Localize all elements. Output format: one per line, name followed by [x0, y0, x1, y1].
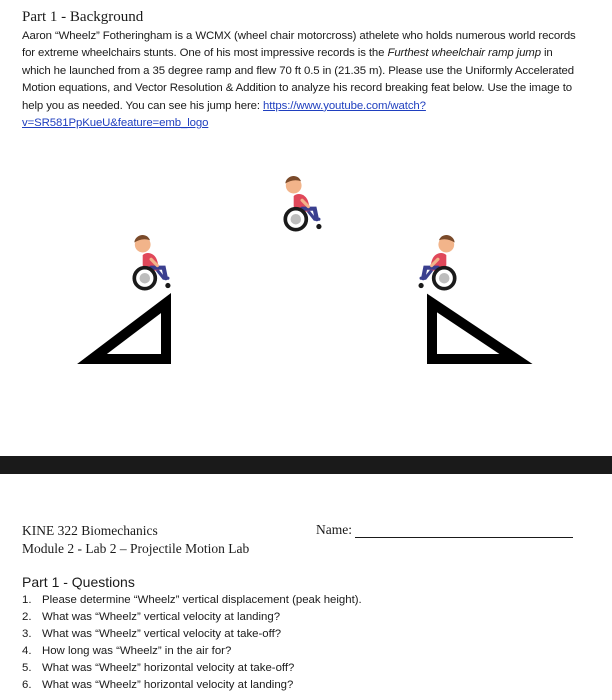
list-item [22, 592, 362, 609]
name-label: Name: [316, 522, 352, 537]
list-item [22, 643, 362, 660]
intro-text-continued: in which he launched from a 35 degree ramp and flew 70 ft 0.5 in (21.35 m). Please use the Uniformly Accelerated Motion equations, and Vector Resolution & Addition to analyze his record breaking feat below. Use the image to help you as needed. You can see his jump here: [22, 47, 574, 112]
wheelchair-rider-icon [134, 235, 170, 289]
list-item [22, 677, 362, 694]
wheelchair-rider-icon [418, 235, 454, 289]
name-field [316, 522, 573, 538]
intro-italic-text: Furthest wheelchair ramp jump [387, 47, 541, 60]
course-title: KINE 322 Biomechanics [22, 523, 158, 538]
questions-heading: Part 1 - Questions [22, 574, 135, 590]
question-number: 4. [22, 645, 32, 657]
question-text: Please determine “Wheelz” vertical displacement (peak height). [42, 594, 362, 606]
questions-list [22, 592, 362, 694]
question-number: 2. [22, 611, 32, 623]
question-text: What was “Wheelz” horizontal velocity at take-off? [42, 662, 295, 674]
jump-figure [0, 175, 612, 390]
question-number: 5. [22, 662, 32, 674]
name-blank-line [355, 522, 573, 538]
youtube-link[interactable]: https://www.youtube.com/watch?v=SR581PpKueU&feature=emb_logo [22, 99, 426, 130]
ramp-icon [432, 303, 516, 359]
ramp-icon [92, 303, 166, 359]
course-info [22, 522, 249, 558]
question-number: 3. [22, 628, 32, 640]
wheelchair-rider-icon [285, 176, 321, 230]
background-paragraph [22, 28, 582, 132]
section-divider [0, 456, 612, 474]
question-text: What was “Wheelz” vertical velocity at take-off? [42, 628, 282, 640]
question-number: 6. [22, 679, 32, 691]
module-title: Module 2 - Lab 2 – Projectile Motion Lab [22, 541, 250, 556]
question-number: 1. [22, 594, 32, 606]
question-text: How long was “Wheelz” in the air for? [42, 645, 232, 657]
list-item [22, 626, 362, 643]
list-item [22, 609, 362, 626]
question-text: What was “Wheelz” horizontal velocity at landing? [42, 679, 294, 691]
background-heading: Part 1 - Background [22, 9, 144, 25]
list-item [22, 660, 362, 677]
intro-text: Aaron “Wheelz” Fotheringham is a WCMX (wheel chair motorcross) athelete who holds numerous world records for extreme wheelchairs stunts. One of his most impressive records is the [22, 30, 576, 60]
question-text: What was “Wheelz” vertical velocity at landing? [42, 611, 281, 623]
